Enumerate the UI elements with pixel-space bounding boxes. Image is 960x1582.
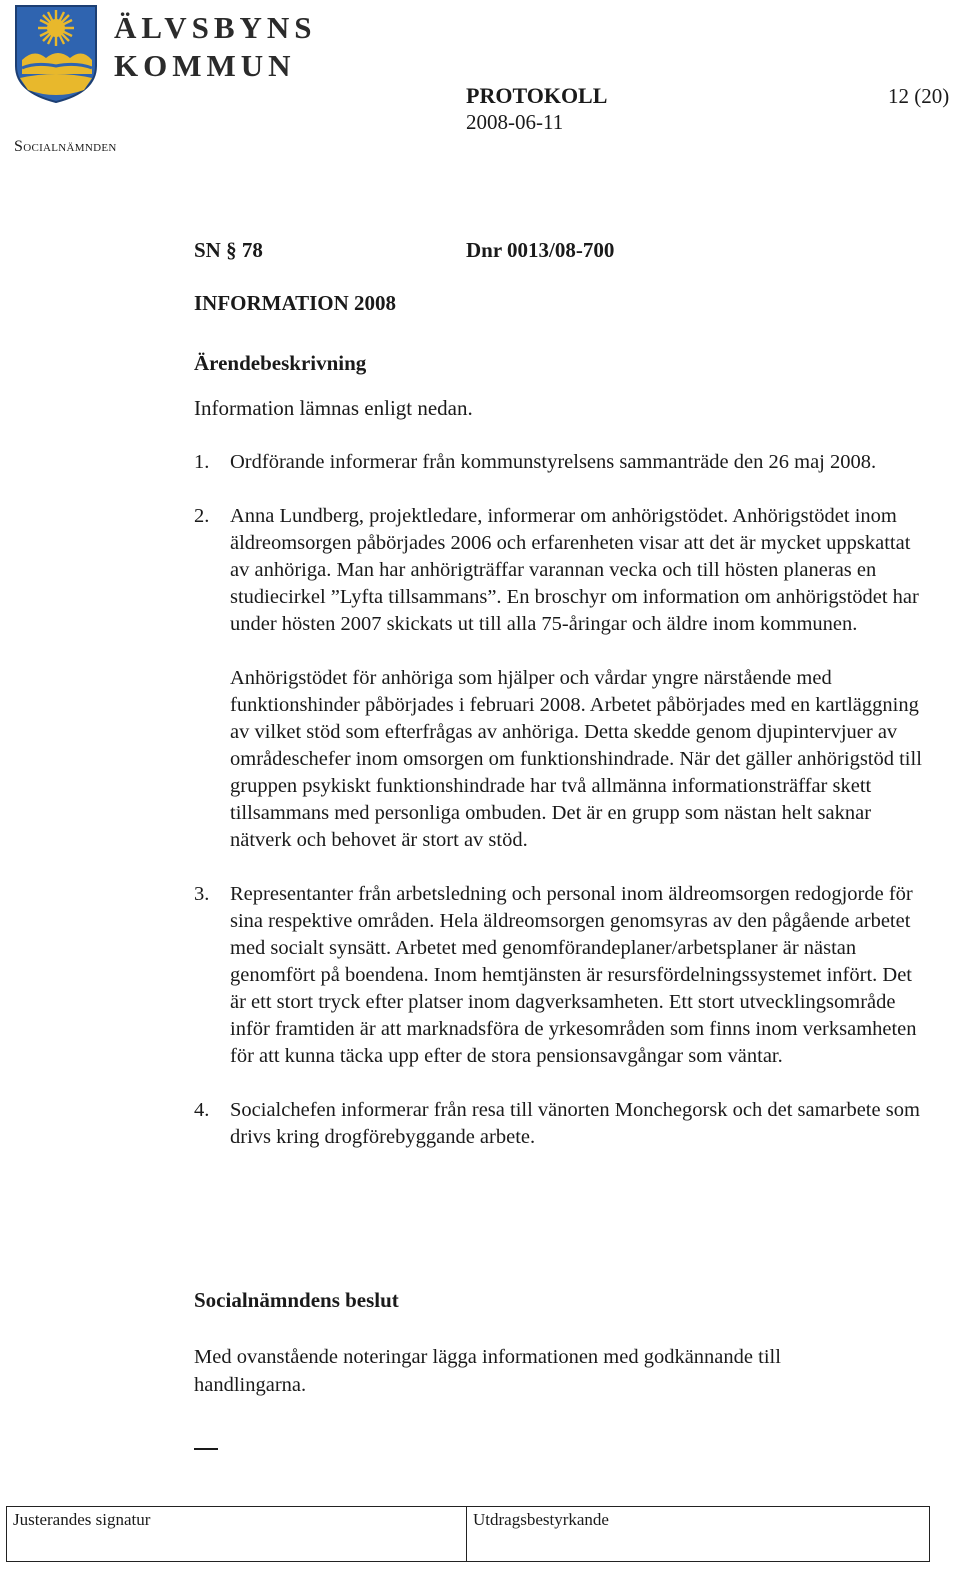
list-item-paragraph: Representanter från arbetsledning och personal inom äldreomsorgen redogjorde för sina respektive områden. Hela äldreomsorgen genomsyras av den pågående arbetet med socialt synsätt. Arbetet med genomförandeplaner/arbetsplaner är nästan genomfört på boendena. Inom hemtjänsten är resursfördelningssystemet infört. Det är ett stort tryck efter platser inom dagverksamheten. Ett stort utvecklingsområde inför framtiden är att marknadsföra de yrkesområden som finns inom verksamheten för att kunna täcka upp efter de stora pensionsavgångar som väntar. bbox=[230, 883, 917, 1067]
decision-text: Med ovanstående noteringar lägga informationen med godkännande till handlingarna. bbox=[194, 1346, 781, 1396]
list-item-number: 1. bbox=[194, 451, 210, 473]
list-item-paragraph: Anhörigstödet för anhöriga som hjälper och vårdar yngre närstående med funktionshinder påbörjades i februari 2008. Arbetet påbörjades med en kartläggning av vilket stöd som efterfrågas av anhöriga. Detta skedde genom djupintervjuer av områdeschefer inom omsorgen om funktionshindrade. När det gäller anhörigstöd till gruppen psykiskt funktionshindrade har två allmänna informationsträffar skett tillsammans med personliga ombuden. Det är en grupp som nästan helt saknar nätverk och behovet är stort av stöd. bbox=[230, 667, 922, 851]
end-dash-divider bbox=[194, 1448, 218, 1450]
case-title: INFORMATION 2008 bbox=[194, 291, 397, 315]
list-item bbox=[194, 1097, 924, 1151]
diary-number: Dnr 0013/08-700 bbox=[466, 238, 615, 262]
list-item-paragraph: Anna Lundberg, projektledare, informerar om anhörigstödet. Anhörigstödet inom äldreomsorgen påbörjades 2006 och erfarenheten visar att det är mycket uppskattat av anhöriga. Man har anhörigträffar varannan vecka och till hösten planeras en studiecirkel ”Lyfta tillsammans”. En broschyr om information om anhörigstödet har under hösten 2007 skickats ut till alla 75-åringar och äldre inom kommunen. bbox=[230, 505, 919, 635]
list-item bbox=[194, 881, 924, 1070]
coat-of-arms-icon bbox=[14, 4, 98, 104]
document-type: PROTOKOLL bbox=[466, 83, 608, 108]
document-date: 2008-06-11 bbox=[466, 110, 564, 134]
list-item bbox=[194, 449, 924, 476]
logo-text-line1: ÄLVSBYNS bbox=[114, 10, 317, 45]
signature-cell-certification: Utdragsbestyrkande bbox=[473, 1510, 609, 1529]
logo-text-line2: KOMMUN bbox=[114, 48, 296, 83]
decision-heading: Socialnämndens beslut bbox=[194, 1288, 399, 1312]
signature-table bbox=[6, 1506, 930, 1562]
list-item-paragraph: Socialchefen informerar från resa till vänorten Monchegorsk och det samarbete som drivs kring drogförebyggande arbete. bbox=[230, 1099, 920, 1148]
list-item bbox=[194, 503, 924, 854]
information-list bbox=[194, 449, 924, 1178]
page-number: 12 (20) bbox=[888, 84, 950, 108]
section-number: SN § 78 bbox=[194, 238, 263, 262]
description-heading: Ärendebeskrivning bbox=[194, 351, 367, 375]
signature-cell-adjuster: Justerandes signatur bbox=[7, 1507, 467, 1561]
list-item-number: 3. bbox=[194, 883, 210, 905]
list-item-number: 4. bbox=[194, 1099, 210, 1121]
description-intro: Information lämnas enligt nedan. bbox=[194, 396, 473, 420]
department-name: Socialnämnden bbox=[14, 138, 117, 155]
list-item-paragraph: Ordförande informerar från kommunstyrelsens sammanträde den 26 maj 2008. bbox=[230, 451, 877, 473]
list-item-number: 2. bbox=[194, 505, 210, 527]
